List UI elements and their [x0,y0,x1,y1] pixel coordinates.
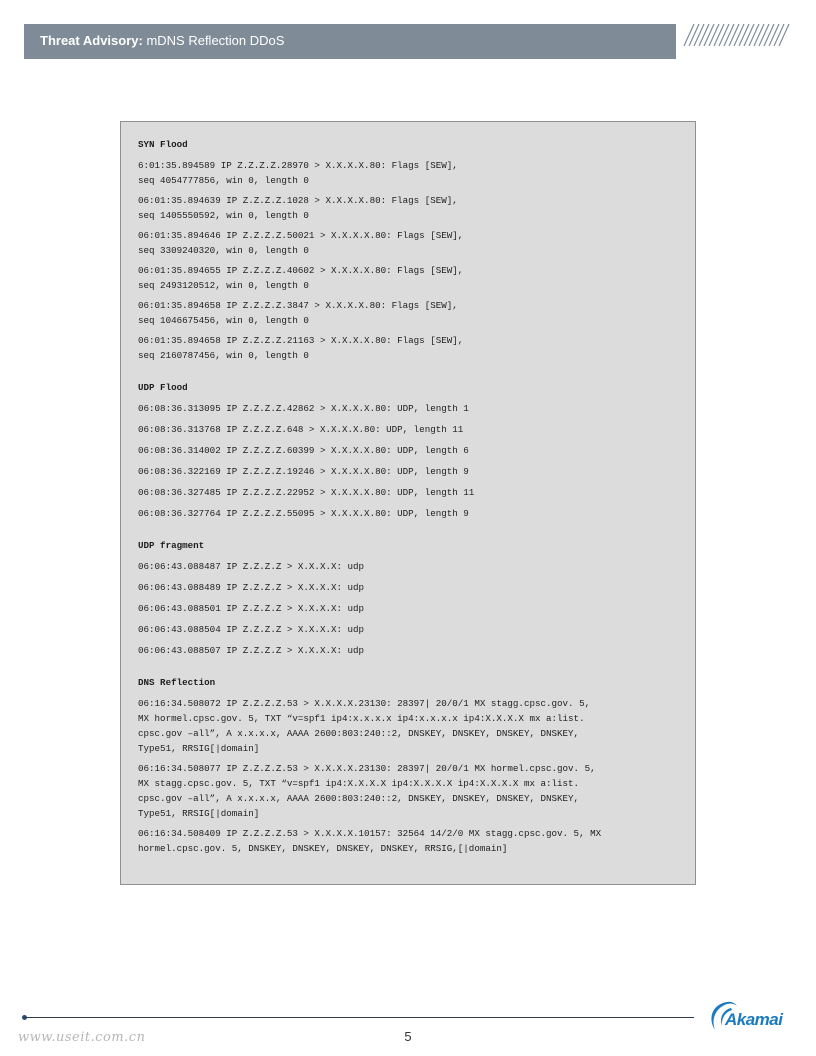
log-entry: 06:16:34.508077 IP Z.Z.Z.Z.53 > X.X.X.X.23130: 28397| 20/0/1 MX hormel.cpsc.gov. 5, MX stagg.cpsc.gov. 5, TXT “v=spf1 ip4:X.X.X.X ip4:X.X.X.X ip4:X.X.X.X mx a:list. cpsc.gov –all”, A x.x.x.x, AAAA 2600:803:240::2, DNSKEY, DNSKEY, DNSKEY, DNSKEY, Type51, RRSIG[|domain] [138,763,596,819]
section-title: UDP fragment [138,540,205,551]
log-entry: 06:08:36.327485 IP Z.Z.Z.Z.22952 > X.X.X.X.80: UDP, length 11 [138,487,475,498]
section-title: UDP Flood [138,382,188,393]
log-entry: 06:08:36.313095 IP Z.Z.Z.Z.42862 > X.X.X.X.80: UDP, length 1 [138,403,469,414]
log-entry: 06:08:36.314002 IP Z.Z.Z.Z.60399 > X.X.X.X.80: UDP, length 6 [138,445,469,456]
log-entry: 06:01:35.894658 IP Z.Z.Z.Z.21163 > X.X.X.X.80: Flags [SEW], seq 2160787456, win 0, length 0 [138,335,464,361]
log-entry: 06:01:35.894658 IP Z.Z.Z.Z.3847 > X.X.X.X.80: Flags [SEW], seq 1046675456, win 0, length 0 [138,300,458,326]
log-entry: 06:01:35.894639 IP Z.Z.Z.Z.1028 > X.X.X.X.80: Flags [SEW], seq 1405550592, win 0, length 0 [138,195,458,221]
log-entry: 06:08:36.322169 IP Z.Z.Z.Z.19246 > X.X.X.X.80: UDP, length 9 [138,466,469,477]
log-entry: 06:06:43.088501 IP Z.Z.Z.Z > X.X.X.X: udp [138,603,365,614]
log-entry: 06:06:43.088507 IP Z.Z.Z.Z > X.X.X.X: udp [138,645,365,656]
header-bar [24,24,676,59]
logo-wordmark: Akamai [725,1010,783,1029]
section-title: SYN Flood [138,139,188,150]
header-hatch-decoration [676,24,792,46]
section-udp-fragment [138,538,688,658]
log-entry: 06:01:35.894655 IP Z.Z.Z.Z.40602 > X.X.X.X.80: Flags [SEW], seq 2493120512, win 0, length 0 [138,265,464,291]
packet-capture-box [120,121,696,885]
section-title: DNS Reflection [138,677,216,688]
log-entry: 06:06:43.088487 IP Z.Z.Z.Z > X.X.X.X: udp [138,561,365,572]
akamai-logo [705,998,795,1038]
log-entry: 06:06:43.088489 IP Z.Z.Z.Z > X.X.X.X: udp [138,582,365,593]
log-entry: 06:08:36.327764 IP Z.Z.Z.Z.55095 > X.X.X.X.80: UDP, length 9 [138,508,469,519]
section-dns-reflection [138,675,688,856]
page-number: 5 [404,1029,412,1044]
document-title-rest: mDNS Reflection DDoS [142,33,285,48]
watermark-text: www.useit.com.cn [18,1030,146,1045]
log-entry: 06:06:43.088504 IP Z.Z.Z.Z > X.X.X.X: udp [138,624,365,635]
section-udp-flood [138,380,688,521]
log-entry: 06:01:35.894646 IP Z.Z.Z.Z.50021 > X.X.X.X.80: Flags [SEW], seq 3309240320, win 0, length 0 [138,230,464,256]
log-entry: 6:01:35.894589 IP Z.Z.Z.Z.28970 > X.X.X.X.80: Flags [SEW], seq 4054777856, win 0, length 0 [138,160,458,186]
log-entry: 06:16:34.508409 IP Z.Z.Z.Z.53 > X.X.X.X.10157: 32564 14/2/0 MX stagg.cpsc.gov. 5, MX hormel.cpsc.gov. 5, DNSKEY, DNSKEY, DNSKEY, DNSKEY, RRSIG,[|domain] [138,828,602,854]
log-entry: 06:08:36.313768 IP Z.Z.Z.Z.648 > X.X.X.X.80: UDP, length 11 [138,424,464,435]
document-title-bold: Threat Advisory: [40,33,143,48]
log-entry: 06:16:34.508072 IP Z.Z.Z.Z.53 > X.X.X.X.23130: 28397| 20/0/1 MX stagg.cpsc.gov. 5, MX hormel.cpsc.gov. 5, TXT “v=spf1 ip4:x.x.x.x ip4:x.x.x.x ip4:X.X.X.X mx a:list. cpsc.gov –all”, A x.x.x.x, AAAA 2600:803:240::2, DNSKEY, DNSKEY, DNSKEY, DNSKEY, Type51, RRSIG[|domain] [138,698,591,754]
document-title [40,33,284,48]
section-syn-flood [138,137,688,363]
footer-rule [24,1017,694,1018]
